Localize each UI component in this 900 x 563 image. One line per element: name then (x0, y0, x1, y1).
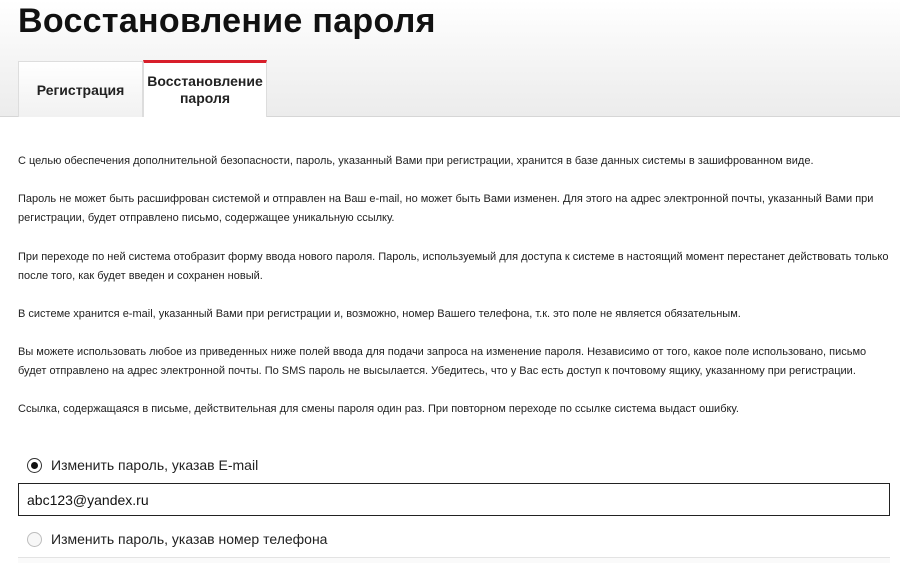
info-paragraph: С целью обеспечения дополнительной безопасности, пароль, указанный Вами при регистрации, хранится в базе данных системы в зашифрованном виде. (18, 155, 814, 167)
tab-registration-label: Регистрация (36, 81, 125, 98)
phone-radio-button[interactable] (27, 532, 42, 547)
phone-input-edge (18, 557, 890, 563)
info-paragraph: При переходе по ней система отобразит форму ввода нового пароля. Пароль, используемый для доступа к системе в настоящий момент перестанет действовать только после того, как будет введен и сохранен новый. (18, 251, 889, 282)
email-radio-button[interactable] (27, 458, 42, 473)
tab-bar (18, 61, 267, 117)
page-title: Восстановление пароля (18, 2, 436, 40)
info-paragraph: Ссылка, содержащаяся в письме, действительная для смены пароля один раз. При повторном переходе по ссылке система выдаст ошибку. (18, 403, 739, 415)
phone-option[interactable] (27, 531, 327, 547)
tab-password-recovery-label: Восстановление пароля (147, 73, 263, 106)
tab-password-recovery[interactable] (143, 60, 267, 117)
page-header (0, 0, 900, 117)
tab-registration[interactable] (18, 61, 143, 117)
phone-option-label: Изменить пароль, указав номер телефона (51, 531, 328, 547)
info-paragraph: Пароль не может быть расшифрован системой и отправлен на Ваш e-mail, но может быть Вами изменен. Для этого на адрес электронной почты, указанный Вами при регистрации, будет отправлено письмо, содержащее уникальную ссылку. (18, 193, 874, 224)
info-paragraph: В системе хранится e-mail, указанный Вами при регистрации и, возможно, номер Вашего телефона, т.к. это поле не является обязательным. (18, 308, 741, 320)
email-input[interactable] (18, 483, 890, 516)
email-option-label: Изменить пароль, указав E-mail (51, 457, 259, 473)
email-option[interactable] (27, 457, 258, 473)
info-paragraph: Вы можете использовать любое из приведенных ниже полей ввода для подачи запроса на изменение пароля. Независимо от того, какое поле использовано, письмо будет отправлено на адрес электронной почты. По SMS пароль не высылается. Убедитесь, что у Вас есть доступ к почтовому ящику, указанному при регистрации. (18, 346, 867, 377)
